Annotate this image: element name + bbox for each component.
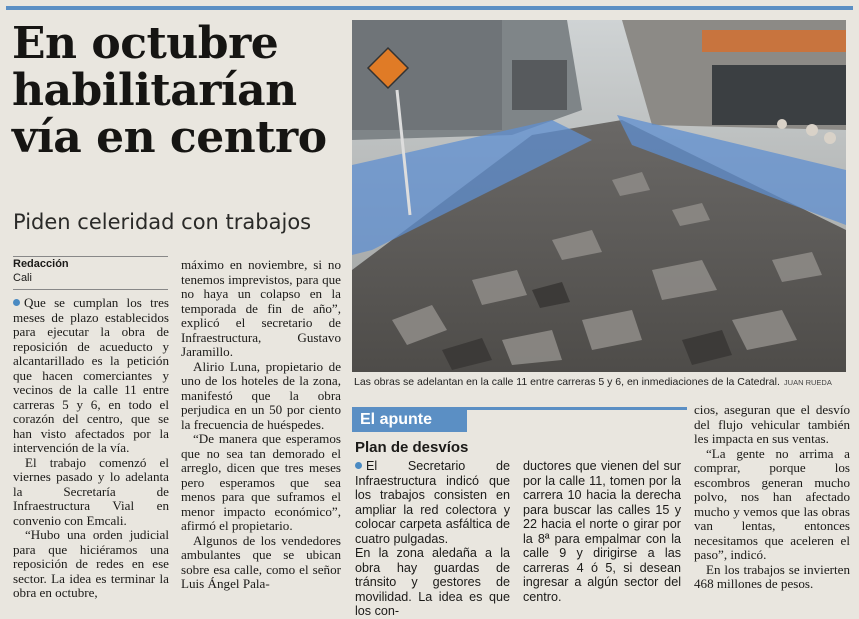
bullet-icon [13, 299, 20, 306]
paragraph-text: El Secretario de Infraestructura indicó que los trabajos consisten en ampliar la red colectora y colocar carpeta asfáltica de cuatro pulgadas. [355, 459, 510, 546]
sidebar-column-1 [355, 459, 510, 619]
paragraph [13, 296, 169, 456]
byline-rule [13, 256, 168, 257]
subheadline: Piden celeridad con trabajos [13, 210, 312, 234]
headline: En octubre habilitarían vía en centro [12, 18, 327, 163]
byline: Redacción [13, 258, 69, 270]
street-works-photo [352, 20, 846, 372]
sidebar-column-2 [523, 459, 681, 604]
sidebar-tag: El apunte [352, 407, 467, 432]
paragraph: cios, aseguran que el desvío del flujo vehicular también les impacta en sus ventas. [694, 402, 850, 446]
paragraph: El trabajo comenzó el viernes pasado y lo adelanta la Secretaría de Infraestructura Vial en convenio con Emcali. [13, 454, 169, 528]
byline-city: Cali [13, 272, 32, 284]
paragraph: Alirio Luna, propietario de uno de los hoteles de la zona, manifestó que la obra perjudica en un 50 por ciento la frecuencia de huéspedes. [181, 358, 341, 432]
paragraph: “Hubo una orden judicial para que hiciéramos una reposición de redes en ese sector. La idea es terminar la obra en octubre, [13, 527, 169, 600]
paragraph: Algunos de los vendedores ambulantes que se ubican sobre esa calle, como el señor Luis Ángel Pala- [181, 532, 341, 591]
byline-rule-bottom [13, 289, 168, 290]
article-column-2 [181, 258, 341, 592]
paragraph: máximo en noviembre, si no tenemos imprevistos, para que no haya un colapso en la temporada de fin de año”, explicó el secretario de Infraestructura, Gustavo Jaramillo. [181, 257, 341, 359]
paragraph: En los trabajos se invierten 468 millones de pesos. [694, 561, 850, 591]
photo-illustration [352, 20, 846, 372]
paragraph: “De manera que esperamos que no sea tan demorado el arreglo, dicen que tres meses pero esperamos que sea menos para que suframos el menor impacto económico”, afirmó el propietario. [181, 431, 341, 533]
caption-text: Las obras se adelantan en la calle 11 entre carreras 5 y 6, en inmediaciones de la Catedral. [354, 376, 780, 388]
sidebar-accent-line [467, 407, 687, 410]
paragraph: ductores que vienen del sur por la calle 11, tomen por la carrera 10 hacia la derecha para buscar las calles 15 y 22 hacia el norte o girar por la 8ª para empalmar con la calle 9 y dirigirse a las carreras 4 ó 5, si desean ingresar a algún sector del centro. [523, 459, 681, 604]
paragraph: En la zona aledaña a la obra hay guardas de tránsito y gestores de movilidad. La idea es que los con- [355, 546, 510, 618]
paragraph [355, 459, 510, 546]
photo-credit: JUAN RUEDA [783, 378, 832, 387]
sidebar-title: Plan de desvíos [355, 439, 469, 456]
bullet-icon [355, 462, 362, 469]
photo-caption [354, 376, 849, 388]
paragraph: “La gente no arrima a comprar, porque los escombros generan mucho polvo, nos han afectado mucho y vemos que las obras van lentas, entonces necesitamos que aceleren el paso”, indicó. [694, 445, 850, 562]
paragraph-text: Que se cumplan los tres meses de plazo establecidos para ejecutar la obra de reposición de acueducto y alcantarillado es la petición que hacen comerciantes y vecinos de la calle 11 entre carreras 5 y 6, en todo el corazón del centro, que se han visto afectados por la intervención de la vía. [13, 295, 169, 455]
article-column-1 [13, 296, 169, 601]
article-column-3 [694, 403, 850, 592]
top-rule [6, 6, 853, 10]
